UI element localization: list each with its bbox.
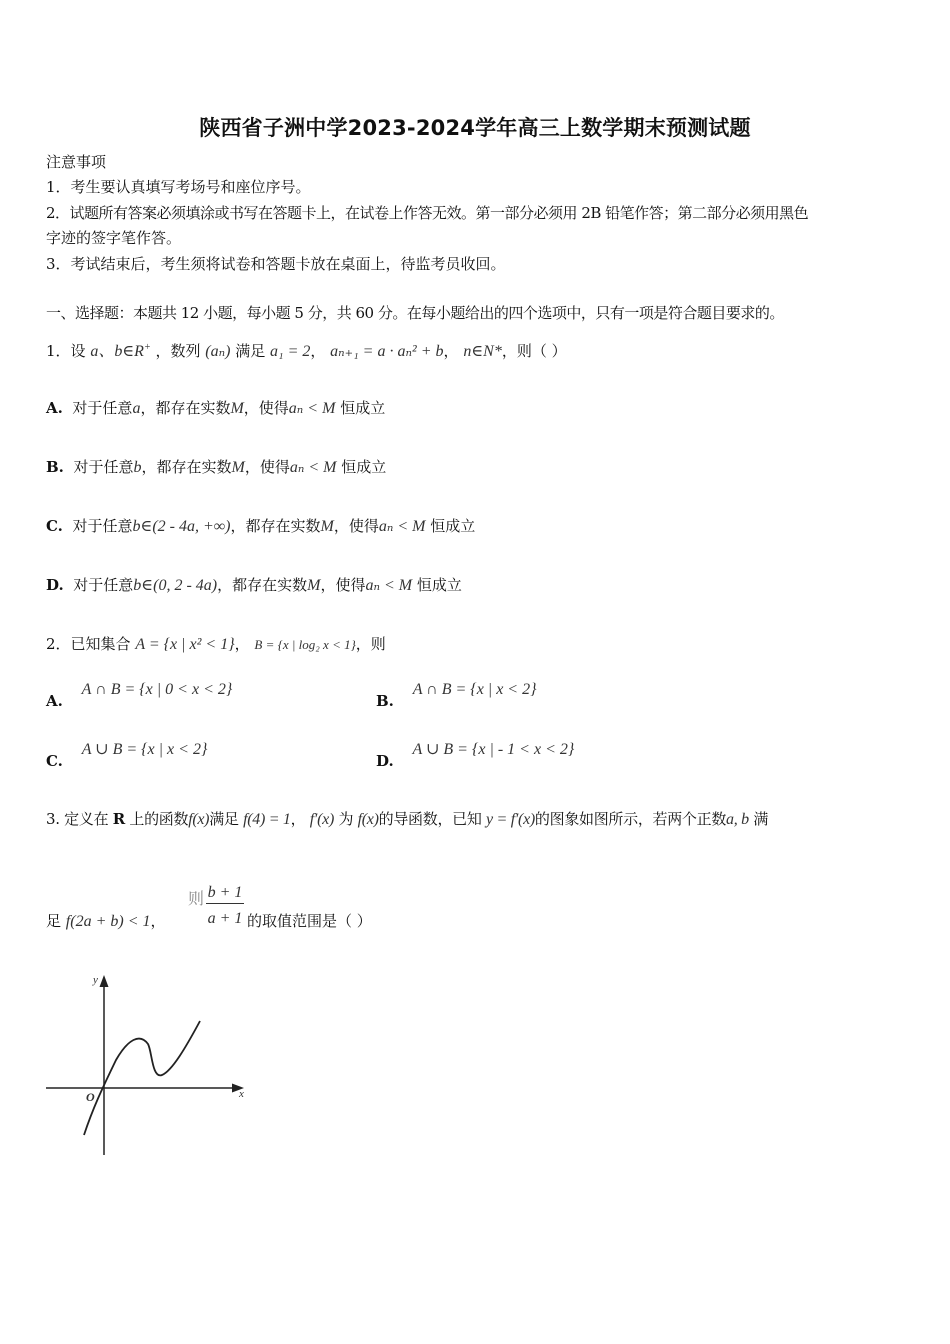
q1-option-a-post: 恒成立	[340, 399, 386, 417]
page-title: 陕西省子洲中学2023-2024学年高三上数学期末预测试题	[199, 116, 751, 140]
q2-number: 2．已知集合	[46, 635, 131, 653]
q2-text-end: ，则	[355, 635, 386, 653]
q1-option-c-math-2: M	[320, 518, 334, 535]
q3-text-man: 满	[753, 810, 769, 828]
question-3	[46, 808, 768, 829]
q1-option-b-label: B.	[46, 458, 64, 476]
q2-option-d	[376, 739, 575, 770]
q3-math-ineq: f(2a + b) < 1	[65, 913, 151, 930]
q3-comma: ，	[290, 810, 306, 828]
q1-option-d-mid: ，都存在实数	[217, 576, 308, 594]
q1-option-c	[46, 515, 475, 536]
y-axis-arrow	[100, 975, 109, 987]
q1-option-a-mid: ，都存在实数	[140, 399, 231, 417]
q2-comma: ，	[234, 635, 250, 653]
q1-option-d-post: 恒成立	[416, 576, 462, 594]
question-1	[46, 338, 567, 361]
q3-text-end: 的取值范围是（ ）	[247, 912, 372, 930]
q3-fraction-denominator: a + 1	[207, 910, 243, 927]
q1-math-recurrence: aₙ₊₁ = a · aₙ² + b	[330, 343, 444, 360]
q3-math-ab: a, b	[726, 811, 749, 828]
derivative-curve	[84, 1021, 200, 1135]
q1-option-b	[46, 456, 386, 477]
q1-option-d-math-1: b∈(0, 2 - 4a)	[133, 577, 218, 594]
q2-option-a-math: A ∩ B = {x | 0 < x < 2}	[81, 681, 233, 698]
q1-option-b-pre: 对于任意	[73, 458, 134, 476]
notice-heading: 注意事项	[46, 153, 107, 171]
q1-option-d-mid2: ，使得	[320, 576, 366, 594]
q3-comma-2: ，	[150, 912, 166, 930]
question-2	[46, 633, 386, 654]
q2-option-c-label: C.	[46, 752, 63, 770]
q1-option-a-math-1: a	[132, 400, 141, 417]
q1-option-d	[46, 574, 462, 595]
q3-fraction-numerator: b + 1	[206, 884, 244, 904]
q1-option-a-pre: 对于任意	[72, 399, 133, 417]
q1-option-b-math-2: M	[231, 459, 245, 476]
notice-item-1: 1．考生要认真填写考场号和座位序号。	[46, 178, 311, 196]
q1-option-d-pre: 对于任意	[73, 576, 134, 594]
q1-option-a-math-3: aₙ < M	[288, 400, 336, 417]
y-axis-label: y	[93, 974, 98, 986]
q1-option-c-mid: ，都存在实数	[230, 517, 321, 535]
q1-comma-2: ，	[443, 342, 459, 360]
q3-math-y: y = f′(x)	[486, 811, 535, 828]
q1-option-d-math-2: M	[307, 577, 321, 594]
q3-text-ze: 则	[188, 889, 205, 908]
q1-text-seq: ，数列	[155, 342, 201, 360]
q3-math-fprime: f′(x)	[309, 811, 334, 828]
q2-option-c	[46, 739, 208, 770]
q1-option-a-math-2: M	[230, 400, 244, 417]
q1-math-an: (aₙ)	[205, 343, 231, 360]
q3-text-satisfy: 满足	[209, 810, 239, 828]
q1-option-c-post: 恒成立	[430, 517, 476, 535]
q1-option-a	[46, 397, 385, 418]
notice-item-2: 2．试题所有答案必须填涂或书写在答题卡上，在试卷上作答无效。第一部分必须用 2B 铅笔作答；第二部分必须用黑色	[46, 204, 809, 222]
q1-option-c-pre: 对于任意	[72, 517, 133, 535]
q1-option-b-post: 恒成立	[341, 458, 387, 476]
q1-math-ab: a、b∈R	[90, 343, 144, 360]
q1-option-c-mid2: ，使得	[333, 517, 379, 535]
q3-set-r: R	[112, 810, 125, 828]
q2-math-set-b: B = {x | log₂ x < 1}	[254, 637, 356, 652]
q3-math-fx-2: f(x)	[357, 811, 379, 828]
q1-option-d-math-3: aₙ < M	[365, 577, 413, 594]
q1-option-d-label: D.	[46, 576, 64, 594]
question-3-cont	[46, 910, 166, 931]
q1-math-n: n∈N*	[463, 343, 502, 360]
q1-option-b-mid2: ，使得	[244, 458, 290, 476]
q3-text-wei: 为	[338, 810, 354, 828]
q3-text-on: 上的函数	[129, 810, 189, 828]
q1-comma-1: ，	[310, 342, 326, 360]
q2-option-c-math: A ∪ B = {x | x < 2}	[81, 741, 208, 758]
derivative-graph	[40, 965, 260, 1165]
section-1-heading: 一、选择题：本题共 12 小题，每小题 5 分，共 60 分。在每小题给出的四个选项中，只有一项是符合题目要求的。	[46, 304, 784, 322]
q1-option-a-mid2: ，使得	[243, 399, 289, 417]
q1-math-plus: +	[143, 342, 151, 353]
x-axis-label: x	[239, 1088, 244, 1100]
notice-item-2-cont: 字迹的签字笔作答。	[46, 229, 182, 247]
q2-option-a-label: A.	[46, 692, 63, 710]
q1-text-end: ，则（ ）	[501, 342, 567, 360]
q1-option-b-mid: ，都存在实数	[141, 458, 232, 476]
q1-number: 1．设	[46, 342, 86, 360]
q1-text-satisfy: 满足	[235, 342, 266, 360]
q1-option-c-math-1: b∈(2 - 4a, +∞)	[132, 518, 231, 535]
q1-option-b-math-1: b	[133, 459, 142, 476]
q3-text-zu: 足	[46, 912, 62, 930]
q2-option-d-math: A ∪ B = {x | - 1 < x < 2}	[412, 741, 575, 758]
q1-math-a1: a₁ = 2	[270, 343, 311, 360]
q2-option-a	[46, 680, 233, 710]
q1-option-c-math-3: aₙ < M	[378, 518, 426, 535]
q3-number: 3. 定义在	[46, 810, 109, 828]
q3-math-f4: f(4) = 1	[243, 811, 291, 828]
q3-text-graph: 的图象如图所示，若两个正数	[534, 810, 727, 828]
q2-option-b-math: A ∩ B = {x | x < 2}	[412, 681, 537, 698]
q2-option-b	[376, 680, 537, 710]
q3-math-fx: f(x)	[188, 811, 210, 828]
origin-label: O	[86, 1090, 95, 1104]
q1-option-b-math-3: aₙ < M	[289, 459, 337, 476]
q1-option-a-label: A.	[46, 399, 63, 417]
q2-math-set-a: A = {x | x² < 1}	[135, 636, 235, 653]
q2-option-d-label: D.	[376, 752, 394, 770]
q2-option-b-label: B.	[376, 692, 394, 710]
q3-text-deriv: 的导函数，已知	[378, 810, 482, 828]
notice-item-3: 3．考试结束后，考生须将试卷和答题卡放在桌面上，待监考员收回。	[46, 255, 506, 273]
q1-option-c-label: C.	[46, 517, 63, 535]
